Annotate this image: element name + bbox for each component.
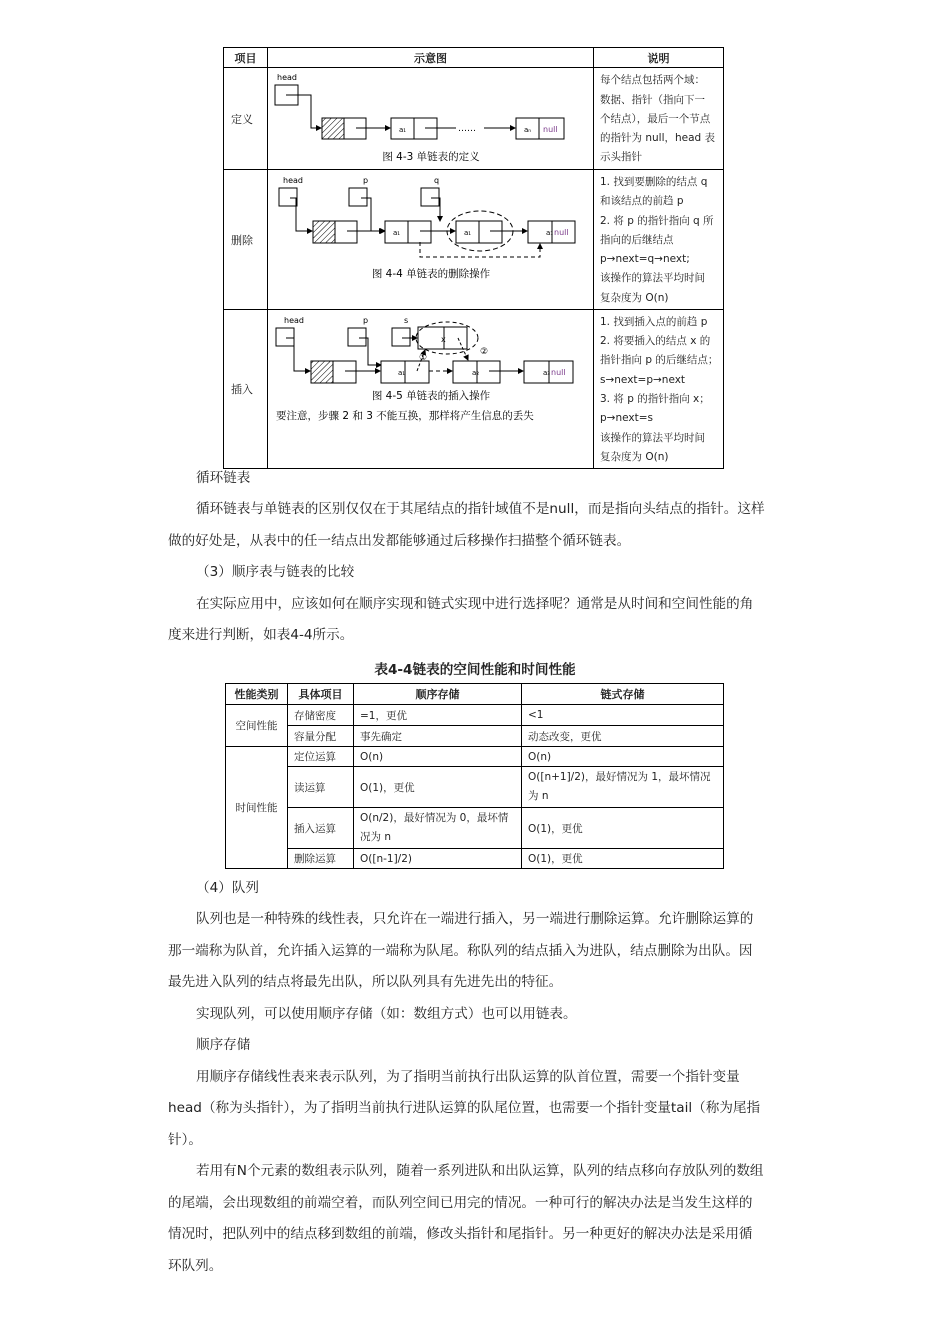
node-an-label: aₙ [524, 126, 532, 134]
performance-table [225, 683, 724, 869]
table-cell: O([n+1]/2)，最好情况为 1，最坏情况 为 n [522, 767, 724, 808]
header-sequential: 顺序存储 [354, 684, 522, 705]
table-4-4-caption: 表4-4链表的空间性能和时间性能 [374, 662, 576, 678]
table-cell: 存储密度 [288, 705, 354, 726]
node-a3-label: a₃ [543, 369, 551, 377]
paragraph-line: 用顺序存储线性表来表示队列，为了指明当前执行出队运算的队首位置，需要一个指针变量 [196, 1069, 740, 1085]
p-label: p [363, 176, 369, 185]
table-cell: 删除运算 [288, 849, 354, 869]
paragraph-line: 那一端称为队首，允许插入运算的一端称为队尾。称队列的结点插入为进队，结点删除为出队。因 [168, 943, 753, 959]
desc-definition: 每个结点包括两个域： 数据、指针（指向下一 个结点），最后一个节点 的指针为 null，head 表 示头指针 [594, 68, 724, 170]
table-cell: O(n) [354, 747, 522, 767]
table-cell: O(1)，更优 [522, 849, 724, 869]
definition-diagram [268, 68, 594, 166]
desc-delete: 1. 找到要删除的结点 q 和该结点的前趋 p 2. 将 p 的指针指向 q 所 指向的后继结点 p→next=q→next; 该操作的算法平均时间 复杂度为 O(n) [594, 170, 724, 310]
table-cell: 读运算 [288, 767, 354, 808]
node-a3-label: a₁ [546, 229, 554, 237]
null-label: null [554, 228, 569, 237]
table-cell: O([n-1]/2) [354, 849, 522, 869]
section-3-heading: （3）顺序表与链表的比较 [196, 564, 355, 580]
paragraph-line: 在实际应用中，应该如何在顺序实现和链式实现中进行选择呢？通常是从时间和空间性能的角 [196, 596, 754, 612]
figure-definition [268, 68, 594, 170]
paragraph-line: head（称为头指针），为了指明当前执行进队运算的队尾位置，也需要一个指针变量tail（称为尾指 [168, 1100, 761, 1116]
header-item: 项目 [224, 48, 268, 68]
table-cell: 插入运算 [288, 808, 354, 849]
header-figure: 示意图 [268, 48, 594, 68]
step1-label: ① [419, 353, 428, 363]
header-item: 具体项目 [288, 684, 354, 705]
node-a1-label: a₁ [399, 126, 407, 134]
category-space: 空间性能 [226, 705, 288, 747]
table-cell: O(1)，更优 [354, 767, 522, 808]
table-cell: =1，更优 [354, 705, 522, 726]
null-label: null [551, 368, 566, 377]
paragraph-line: 队列也是一种特殊的线性表，只允许在一端进行插入，另一端进行删除运算。允许删除运算的 [196, 911, 754, 927]
paragraph-line: 的尾端，会出现数组的前端空着，而队列空间已用完的情况。一种可行的解决办法是当发生这样的 [168, 1195, 753, 1211]
figure-delete [268, 170, 594, 310]
head-label: head [277, 73, 297, 82]
paragraph-line: 情况时，把队列中的结点移到数组的前端，修改头指针和尾指针。另一种更好的解决办法是采用循 [168, 1226, 753, 1242]
step2-label: ② [480, 347, 489, 357]
figure-insert [268, 310, 594, 469]
paragraph-line: 循环链表与单链表的区别仅仅在于其尾结点的指针域值不是null，而是指向头结点的指针。这样 [196, 501, 765, 517]
table-cell: <1 [522, 705, 724, 726]
s-label: s [404, 316, 409, 325]
sequential-storage-heading: 顺序存储 [196, 1037, 251, 1053]
header-desc: 说明 [594, 48, 724, 68]
paragraph-line: 环队列。 [168, 1258, 223, 1274]
header-linked: 链式存储 [522, 684, 724, 705]
node-a1-label: a₁ [398, 369, 406, 377]
desc-insert: 1. 找到插入点的前趋 p 2. 将要插入的结点 x 的 指针指向 p 的后继结点； s→next=p→next 3. 将 p 的指针指向 x； p→next=s 该操作的算法平均时间 复杂度为 O(n) [594, 310, 724, 469]
q-label: q [434, 176, 440, 185]
figure-caption-4-4: 图 4-4 单链表的删除操作 [371, 268, 491, 280]
figure-caption-4-3: 图 4-3 单链表的定义 [382, 151, 480, 163]
section-4-heading: （4）队列 [196, 880, 260, 896]
p-label: p [363, 316, 369, 325]
insert-diagram [268, 310, 594, 465]
row-item-definition: 定义 [224, 68, 268, 170]
category-time: 时间性能 [226, 747, 288, 869]
table-cell: O(n) [522, 747, 724, 767]
paragraph-line: 度来进行判断，如表4-4所示。 [168, 627, 354, 643]
head-label: head [283, 176, 303, 185]
dots-label: …… [458, 124, 476, 134]
null-label: null [543, 125, 558, 134]
table-cell: 动态改变，更优 [522, 726, 724, 747]
linked-list-table [223, 47, 724, 469]
row-item-insert: 插入 [224, 310, 268, 469]
node-a2-label: a₂ [472, 369, 480, 377]
table-cell: 事先确定 [354, 726, 522, 747]
paragraph-line: 针）。 [168, 1132, 202, 1148]
paragraph-line: 若用有N个元素的数组表示队列，随着一系列进队和出队运算，队列的结点移向存放队列的数组 [196, 1163, 764, 1179]
row-item-delete: 删除 [224, 170, 268, 310]
table-cell: O(n/2)，最好情况为 0，最坏情 况为 n [354, 808, 522, 849]
circular-list-heading: 循环链表 [196, 470, 251, 486]
table-cell: 定位运算 [288, 747, 354, 767]
paragraph-line: 做的好处是，从表中的任一结点出发都能够通过后移操作扫描整个循环链表。 [168, 533, 631, 549]
insert-note: 要注意，步骤 2 和 3 不能互换，那样将产生信息的丢失 [276, 410, 534, 422]
delete-diagram [268, 170, 594, 306]
paragraph-line: 实现队列，可以使用顺序存储（如：数组方式）也可以用链表。 [196, 1006, 577, 1022]
header-category: 性能类别 [226, 684, 288, 705]
figure-caption-4-5: 图 4-5 单链表的插入操作 [371, 390, 491, 402]
table-cell: O(1)，更优 [522, 808, 724, 849]
head-label: head [284, 316, 304, 325]
node-a1-label: a₁ [393, 229, 401, 237]
table-cell: 容量分配 [288, 726, 354, 747]
node-a2-label: a₁ [464, 229, 472, 237]
paragraph-line: 最先进入队列的结点将最先出队，所以队列具有先进先出的特征。 [168, 974, 563, 990]
node-x-label: x [441, 335, 446, 344]
